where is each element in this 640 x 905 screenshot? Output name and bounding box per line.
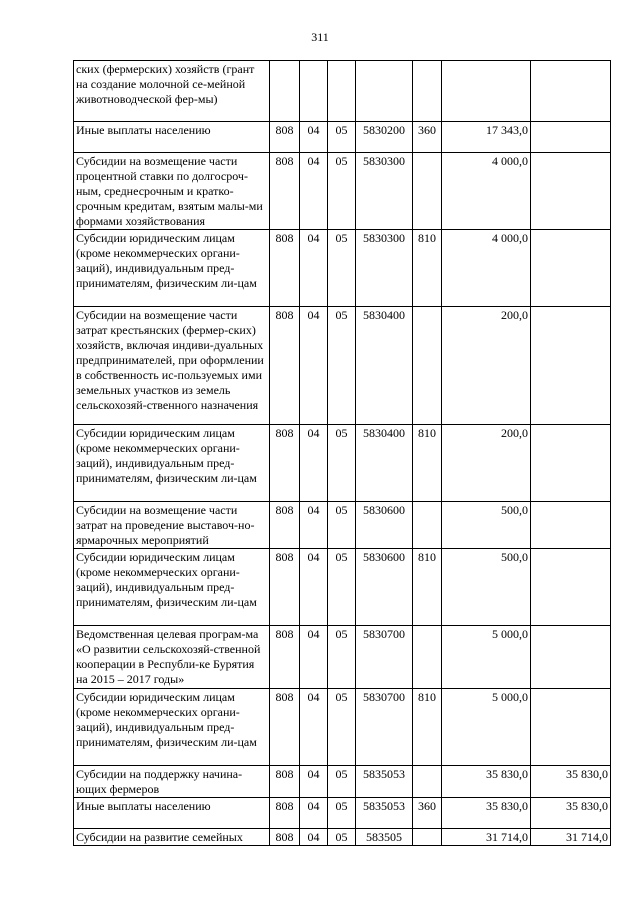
- table-row: [74, 230, 611, 307]
- cell-sum2: [531, 502, 611, 549]
- cell-vr: [413, 153, 442, 230]
- cell-glava: 808: [270, 626, 300, 689]
- cell-sum2: [531, 230, 611, 307]
- cell-vr: [413, 61, 442, 122]
- cell-sum1: 35 830,0: [442, 766, 531, 798]
- cell-glava: 808: [270, 425, 300, 502]
- cell-rz: 04: [300, 689, 328, 766]
- cell-name: Иные выплаты населению: [74, 798, 270, 829]
- table-row: [74, 122, 611, 153]
- table-row: [74, 689, 611, 766]
- budget-table: [73, 60, 611, 846]
- cell-pr: 05: [328, 153, 356, 230]
- cell-sum1: 5 000,0: [442, 626, 531, 689]
- cell-vr: [413, 626, 442, 689]
- cell-csr: 583505: [356, 829, 413, 846]
- cell-sum2: 31 714,0: [531, 829, 611, 846]
- cell-csr: 5830400: [356, 307, 413, 425]
- cell-csr: 5835053: [356, 798, 413, 829]
- cell-sum2: 35 830,0: [531, 766, 611, 798]
- cell-pr: 05: [328, 230, 356, 307]
- cell-sum2: [531, 122, 611, 153]
- cell-sum1: 4 000,0: [442, 230, 531, 307]
- cell-name: Субсидии на возмещение части процентной ставки по долгосроч-ным, среднесрочным и кратко-срочным кредитам, взятым малы-ми формами хозяйствования: [74, 153, 270, 230]
- cell-pr: 05: [328, 689, 356, 766]
- cell-sum1: 35 830,0: [442, 798, 531, 829]
- cell-csr: 5830700: [356, 626, 413, 689]
- cell-sum2: [531, 61, 611, 122]
- cell-pr: [328, 61, 356, 122]
- cell-glava: 808: [270, 153, 300, 230]
- cell-name: Субсидии юридическим лицам (кроме некоммерческих органи-заций), индивидуальным пред-принимателям, физическим ли-цам: [74, 689, 270, 766]
- cell-sum1: 17 343,0: [442, 122, 531, 153]
- cell-glava: 808: [270, 798, 300, 829]
- cell-sum1: 200,0: [442, 425, 531, 502]
- cell-pr: 05: [328, 425, 356, 502]
- cell-glava: 808: [270, 502, 300, 549]
- cell-name: Субсидии юридическим лицам (кроме некоммерческих органи-заций), индивидуальным пред-принимателям, физическим ли-цам: [74, 230, 270, 307]
- cell-vr: [413, 502, 442, 549]
- page-number: 311: [311, 30, 329, 44]
- cell-pr: 05: [328, 766, 356, 798]
- cell-csr: 5830300: [356, 230, 413, 307]
- table-row: [74, 153, 611, 230]
- cell-rz: 04: [300, 549, 328, 626]
- cell-csr: 5830600: [356, 549, 413, 626]
- cell-sum1: 200,0: [442, 307, 531, 425]
- cell-rz: 04: [300, 502, 328, 549]
- cell-vr: [413, 829, 442, 846]
- cell-sum2: [531, 549, 611, 626]
- cell-glava: 808: [270, 689, 300, 766]
- cell-vr: 810: [413, 549, 442, 626]
- cell-glava: 808: [270, 122, 300, 153]
- cell-csr: 5830700: [356, 689, 413, 766]
- cell-sum1: [442, 61, 531, 122]
- cell-vr: 360: [413, 798, 442, 829]
- table-row: [74, 829, 611, 846]
- table-row: [74, 766, 611, 798]
- cell-name: ских (фермерских) хозяйств (грант на создание молочной се-мейной животноводческой фер-мы): [74, 61, 270, 122]
- cell-sum2: [531, 689, 611, 766]
- table-row: [74, 307, 611, 425]
- cell-name: Субсидии на поддержку начина-ющих фермеров: [74, 766, 270, 798]
- cell-name: Субсидии на возмещение части затрат крестьянских (фермер-ских) хозяйств, включая индиви-дуальных предпринимателей, при оформлении в собственность ис-пользуемых ими земельных участков из земель сельскохозяй-ственного назначения: [74, 307, 270, 425]
- cell-pr: 05: [328, 307, 356, 425]
- cell-name: Субсидии юридическим лицам (кроме некоммерческих органи-заций), индивидуальным пред-принимателям, физическим ли-цам: [74, 425, 270, 502]
- cell-rz: 04: [300, 425, 328, 502]
- cell-vr: 810: [413, 689, 442, 766]
- cell-name: Иные выплаты населению: [74, 122, 270, 153]
- cell-pr: 05: [328, 798, 356, 829]
- cell-pr: 05: [328, 626, 356, 689]
- cell-vr: 810: [413, 230, 442, 307]
- cell-pr: 05: [328, 829, 356, 846]
- cell-glava: 808: [270, 829, 300, 846]
- budget-table-body: [74, 61, 611, 846]
- cell-vr: [413, 307, 442, 425]
- cell-vr: [413, 766, 442, 798]
- cell-vr: 360: [413, 122, 442, 153]
- cell-csr: 5830300: [356, 153, 413, 230]
- table-row: [74, 549, 611, 626]
- cell-sum2: [531, 425, 611, 502]
- cell-glava: 808: [270, 230, 300, 307]
- cell-glava: [270, 61, 300, 122]
- cell-pr: 05: [328, 549, 356, 626]
- cell-rz: [300, 61, 328, 122]
- cell-pr: 05: [328, 122, 356, 153]
- table-row: [74, 626, 611, 689]
- cell-csr: 5835053: [356, 766, 413, 798]
- cell-sum1: 4 000,0: [442, 153, 531, 230]
- cell-vr: 810: [413, 425, 442, 502]
- cell-rz: 04: [300, 230, 328, 307]
- cell-rz: 04: [300, 153, 328, 230]
- cell-sum2: [531, 626, 611, 689]
- cell-sum1: 31 714,0: [442, 829, 531, 846]
- cell-sum1: 5 000,0: [442, 689, 531, 766]
- cell-name: Субсидии на развитие семейных: [74, 829, 270, 846]
- table-row: [74, 502, 611, 549]
- table-row: [74, 798, 611, 829]
- cell-name: Ведомственная целевая програм-ма «О развитии сельскохозяй-ственной кооперации в Республи-ке Бурятия на 2015 – 2017 годы»: [74, 626, 270, 689]
- cell-rz: 04: [300, 829, 328, 846]
- table-row: [74, 425, 611, 502]
- cell-rz: 04: [300, 122, 328, 153]
- cell-rz: 04: [300, 798, 328, 829]
- cell-rz: 04: [300, 766, 328, 798]
- cell-sum2: 35 830,0: [531, 798, 611, 829]
- cell-sum2: [531, 307, 611, 425]
- table-row: [74, 61, 611, 122]
- cell-csr: 5830200: [356, 122, 413, 153]
- cell-sum1: 500,0: [442, 549, 531, 626]
- cell-glava: 808: [270, 307, 300, 425]
- cell-rz: 04: [300, 307, 328, 425]
- cell-csr: 5830400: [356, 425, 413, 502]
- cell-glava: 808: [270, 766, 300, 798]
- cell-glava: 808: [270, 549, 300, 626]
- cell-sum1: 500,0: [442, 502, 531, 549]
- cell-sum2: [531, 153, 611, 230]
- cell-name: Субсидии юридическим лицам (кроме некоммерческих органи-заций), индивидуальным пред-принимателям, физическим ли-цам: [74, 549, 270, 626]
- cell-name: Субсидии на возмещение части затрат на проведение выставоч-но-ярмарочных мероприятий: [74, 502, 270, 549]
- cell-pr: 05: [328, 502, 356, 549]
- cell-rz: 04: [300, 626, 328, 689]
- cell-csr: [356, 61, 413, 122]
- cell-csr: 5830600: [356, 502, 413, 549]
